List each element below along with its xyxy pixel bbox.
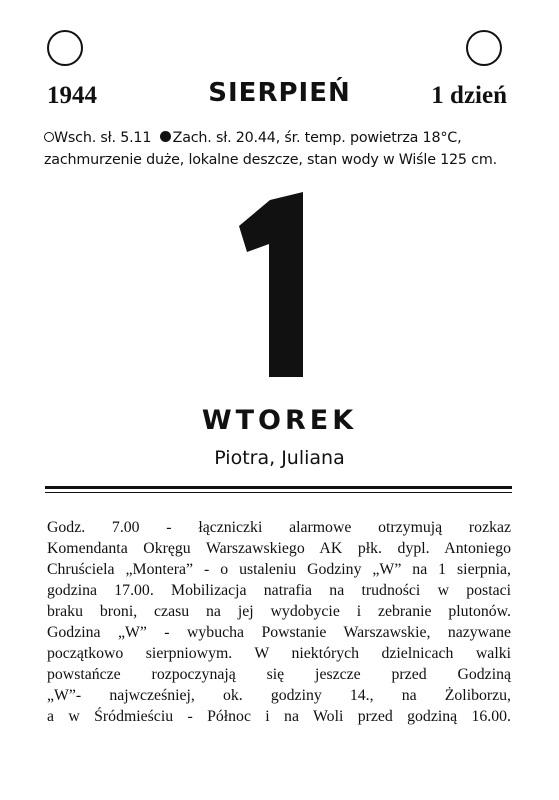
event-description <box>47 517 511 727</box>
body-line: braku broni, czasu na jej wydobycie i zebranie plutonów. <box>47 603 511 620</box>
weekday-label: WTOREK <box>201 405 358 436</box>
divider-thick <box>45 486 512 489</box>
day-of-year-label: 1 dzień <box>431 82 507 109</box>
body-line: Komendanta Okręgu Warszawskiego AK płk. dypl. Antoniego <box>47 540 511 557</box>
day-number-glyph <box>225 180 335 380</box>
sun-weather-info <box>44 127 524 171</box>
binding-hole-left <box>47 30 83 66</box>
body-line: powstańcze rozpoczynają się jeszcze przed Godziną <box>47 666 511 683</box>
divider-thin <box>45 492 512 493</box>
body-line: godzina 17.00. Mobilizacja natrafia na trudności w postaci <box>47 582 511 599</box>
month-title: SIERPIEŃ <box>208 78 351 108</box>
body-line: Godz. 7.00 - łączniczki alarmowe otrzymują rozkaz <box>47 519 511 536</box>
sunset-weather-text: Zach. sł. 20.44, śr. temp. powietrza 18°C, <box>172 130 462 146</box>
sunset-dot-icon <box>160 131 171 142</box>
body-line: początkowo sierpniowym. W niektórych dzielnicach walki <box>47 645 511 662</box>
sunrise-text: Wsch. sł. 5.11 <box>54 130 152 146</box>
body-line: Godzina „W” - wybucha Powstanie Warszawskie, nazywane <box>47 624 511 641</box>
day-number <box>0 180 559 380</box>
binding-hole-right <box>466 30 502 66</box>
sunrise-circle-icon <box>44 132 54 142</box>
body-line: Chruściela „Montera” - o ustaleniu Godziny „W” na 1 sierpnia, <box>47 561 511 578</box>
body-line: „W”- najwcześniej, ok. godziny 14., na Żoliborzu, <box>47 687 511 704</box>
year-label: 1944 <box>47 82 97 109</box>
weather-text-line2: zachmurzenie duże, lokalne deszcze, stan wody w Wiśle 125 cm. <box>44 152 497 168</box>
name-days-label: Piotra, Juliana <box>214 447 345 469</box>
body-line: a w Śródmieściu - Północ i na Woli przed godziną 16.00. <box>47 708 511 725</box>
